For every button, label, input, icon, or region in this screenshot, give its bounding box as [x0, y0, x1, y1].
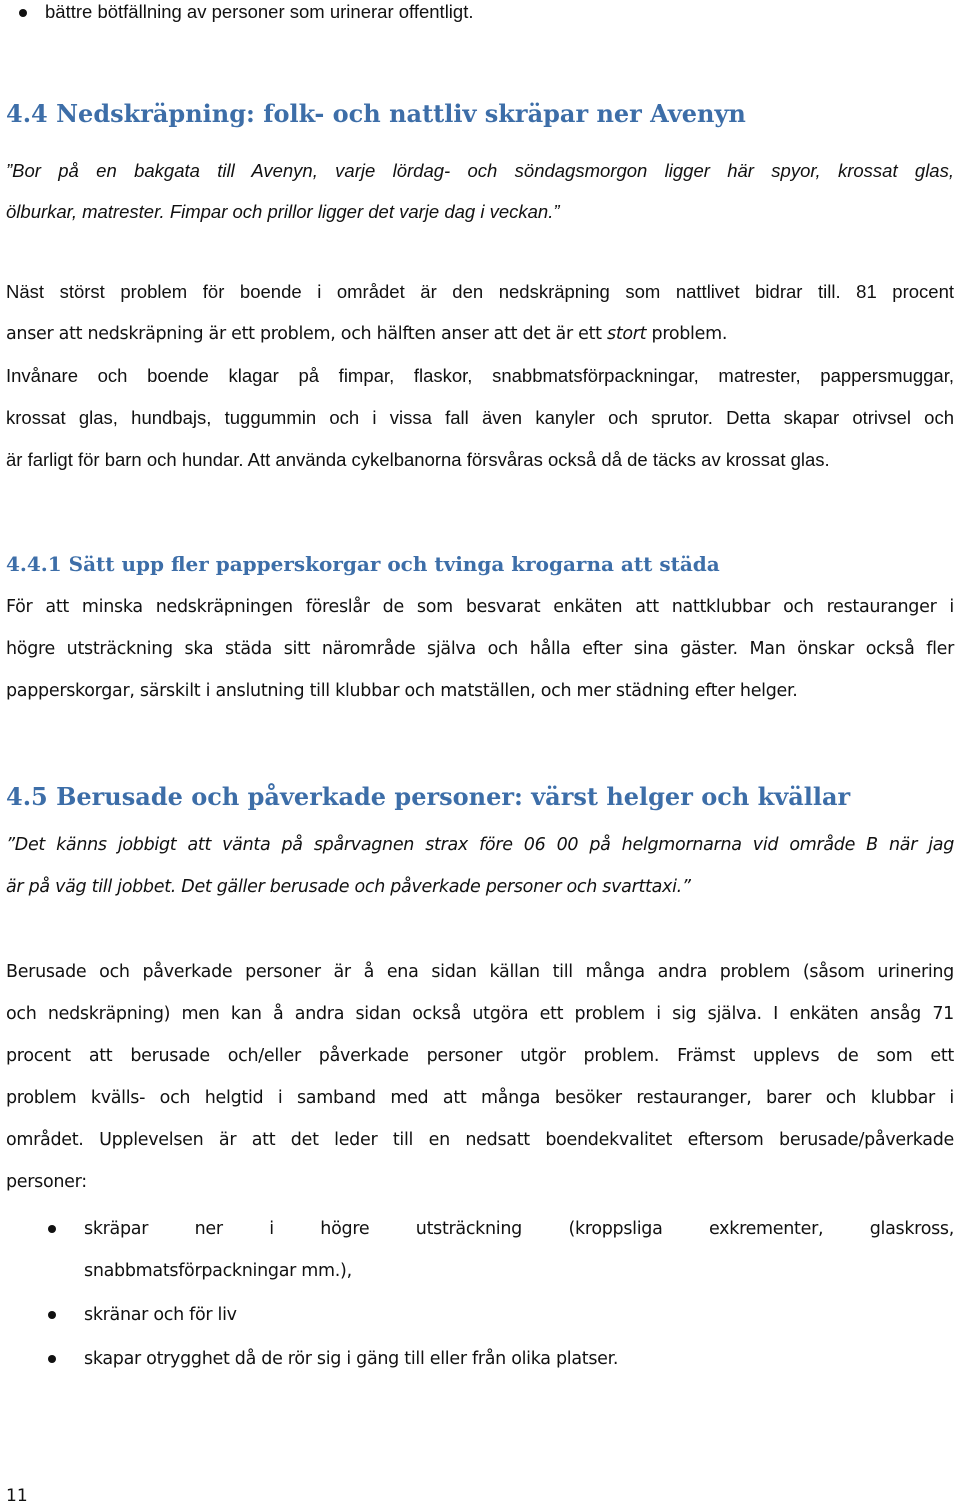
paragraph-line: och nedskräpning) men kan å andra sidan också utgöra ett problem i sig själva. I enkäten ansåg 71 — [6, 1004, 954, 1024]
paragraph-line: området. Upplevelsen är att det leder till en nedsatt boendekvalitet eftersom berusade/påverkade — [6, 1130, 954, 1150]
paragraph-line: procent att berusade och/eller påverkade personer utgör problem. Främst upplevs de som ett — [6, 1046, 954, 1066]
quote-line: ”Det känns jobbigt att vänta på spårvagnen strax före 06 00 på helgmornarna vid område B när jag — [6, 835, 954, 855]
paragraph-line: Invånare och boende klagar på fimpar, flaskor, snabbmatsförpackningar, matrester, pappersmuggar, — [6, 365, 954, 386]
paragraph-line: är farligt för barn och hundar. Att använda cykelbanorna försvåras också då de täcks av krossat glas. — [6, 449, 830, 470]
bullet-icon — [19, 9, 27, 17]
paragraph-4-4 — [6, 271, 954, 481]
paragraph-line: högre utsträckning ska städa sitt närområde själva och hålla efter sina gäster. Man önskar också fler — [6, 639, 954, 659]
quote-line: är på väg till jobbet. Det gäller berusade och påverkade personer och svarttaxi.” — [6, 877, 691, 897]
list-item-text: skräpar ner i högre utsträckning (kroppsliga exkrementer, glaskross, — [84, 1219, 954, 1239]
page-number: 11 — [6, 1486, 28, 1506]
bullet-icon — [48, 1355, 56, 1363]
paragraph-line: problem kvälls- och helgtid i samband med att många besöker restauranger, barer och klubbar i — [6, 1088, 954, 1108]
quote-4-5 — [6, 824, 954, 908]
paragraph-line: Berusade och påverkade personer är å ena sidan källan till många andra problem (såsom urinering — [6, 962, 954, 982]
bullet-icon — [48, 1225, 56, 1233]
quote-line: ölburkar, matrester. Fimpar och prillor ligger det varje dag i veckan.” — [6, 201, 560, 222]
paragraph-line: papperskorgar, särskilt i anslutning till klubbar och matställen, och mer städning efter helger. — [6, 681, 798, 701]
list-item — [6, 1294, 954, 1336]
list-item — [6, 1338, 954, 1380]
paragraph-line: För att minska nedskräpningen föreslår de som besvarat enkäten att nattklubbar och restauranger i — [6, 597, 954, 617]
quote-4-4 — [6, 150, 954, 232]
paragraph-line: personer: — [6, 1172, 87, 1192]
paragraph-line-text: problem. — [646, 324, 728, 344]
section-heading-4-4: 4.4 Nedskräpning: folk- och nattliv skräpar ner Avenyn — [6, 99, 746, 128]
list-item — [6, 1208, 954, 1292]
list-item-text: snabbmatsförpackningar mm.), — [84, 1261, 352, 1281]
bullet-icon — [48, 1311, 56, 1319]
paragraph-4-4-1 — [6, 586, 954, 712]
list-item-text: bättre bötfällning av personer som urinerar offentligt. — [45, 1, 474, 22]
paragraph-line: Näst störst problem för boende i området är den nedskräpning som nattlivet bidrar till. 81 procent — [6, 281, 954, 302]
section-heading-4-5: 4.5 Berusade och påverkade personer: värst helger och kvällar — [6, 782, 851, 811]
emphasis-text: stort — [607, 324, 647, 344]
quote-line: ”Bor på en bakgata till Avenyn, varje lördag- och söndagsmorgon ligger här spyor, krossat glas, — [6, 160, 954, 181]
list-item-text: skränar och för liv — [84, 1305, 237, 1325]
paragraph-line: krossat glas, hundbajs, tuggummin och i vissa fall även kanyler och sprutor. Detta skapar otrivsel och — [6, 407, 954, 428]
list-item — [6, 0, 474, 26]
paragraph-4-5 — [6, 951, 954, 1203]
paragraph-line — [6, 313, 954, 355]
list-item-text: skapar otrygghet då de rör sig i gäng till eller från olika platser. — [84, 1349, 619, 1369]
paragraph-line-text: anser att nedskräpning är ett problem, och hälften anser att det är ett — [6, 324, 607, 344]
bullet-list — [6, 1208, 954, 1380]
section-heading-4-4-1: 4.4.1 Sätt upp fler papperskorgar och tvinga krogarna att städa — [6, 552, 720, 576]
